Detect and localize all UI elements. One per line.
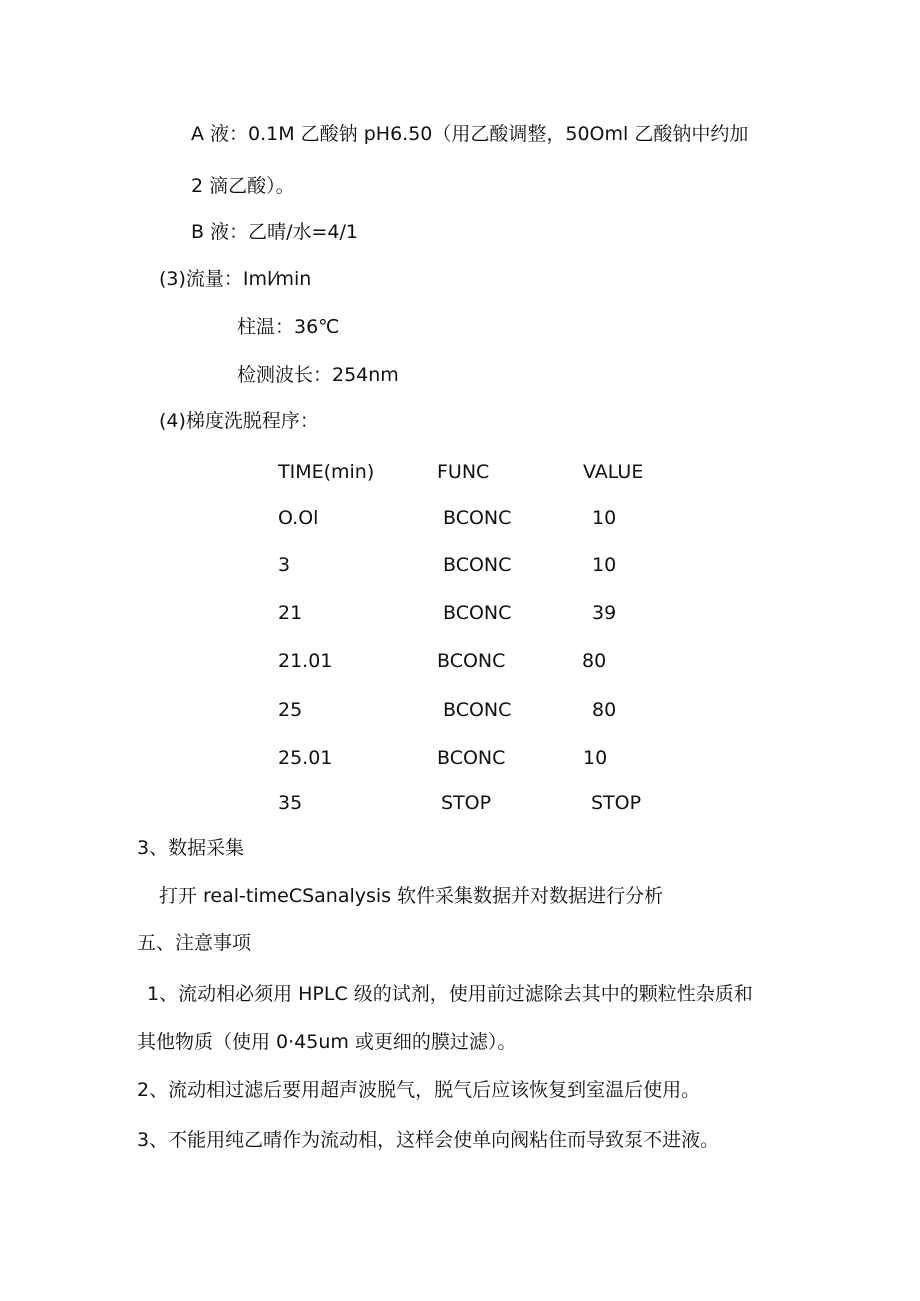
header-func: FUNC (437, 461, 490, 483)
row-func: BCONC (443, 507, 512, 529)
row-func: BCONC (443, 699, 512, 721)
row-value: 39 (592, 602, 617, 624)
row-func: BCONC (437, 747, 506, 769)
mobile-phase-a-line1: A 液：0.1M 乙酸钠 pH6.50（用乙酸调整，50Oml 乙酸钠中约加 (191, 123, 749, 145)
row-value: STOP (591, 792, 642, 814)
row-time: 25 (278, 699, 303, 721)
flow-rate: (3)流量：Iml⁄min (159, 268, 312, 290)
row-value: 10 (592, 507, 617, 529)
column-temperature: 柱温：36℃ (237, 316, 340, 338)
row-func: BCONC (443, 554, 512, 576)
row-time: 3 (278, 554, 291, 576)
row-func: STOP (441, 792, 492, 814)
row-time: 35 (278, 792, 303, 814)
note-3: 3、不能用纯乙晴作为流动相，这样会使单向阀粘住而导致泵不进液。 (137, 1129, 720, 1151)
data-collection-text: 打开 real-timeCSanalysis 软件采集数据并对数据进行分析 (159, 885, 664, 907)
note-2: 2、流动相过滤后要用超声波脱气，脱气后应该恢复到室温后使用。 (137, 1079, 701, 1101)
data-collection-heading: 3、数据采集 (137, 837, 245, 859)
row-time: O.Ol (278, 507, 319, 529)
row-time: 21.01 (278, 650, 333, 672)
row-value: 10 (583, 747, 608, 769)
detection-wavelength: 检测波长：254nm (237, 364, 399, 386)
row-value: 80 (592, 699, 617, 721)
mobile-phase-a-line2: 2 滴乙酸）。 (191, 175, 295, 197)
mobile-phase-b: B 液：乙晴/水=4/1 (191, 221, 358, 243)
notes-heading: 五、注意事项 (137, 932, 252, 954)
row-func: BCONC (437, 650, 506, 672)
row-time: 21 (278, 602, 303, 624)
row-value: 10 (592, 554, 617, 576)
note-1-line1: 1、流动相必须用 HPLC 级的试剂，使用前过滤除去其中的颗粒性杂质和 (147, 983, 753, 1005)
header-time: TIME(min) (278, 461, 375, 483)
row-func: BCONC (443, 602, 512, 624)
header-value: VALUE (583, 461, 644, 483)
gradient-heading: (4)梯度洗脱程序： (159, 410, 319, 432)
row-time: 25.01 (278, 747, 333, 769)
note-1-line2: 其他物质（使用 0·45um 或更细的膜过滤）。 (137, 1031, 517, 1053)
row-value: 80 (582, 650, 607, 672)
